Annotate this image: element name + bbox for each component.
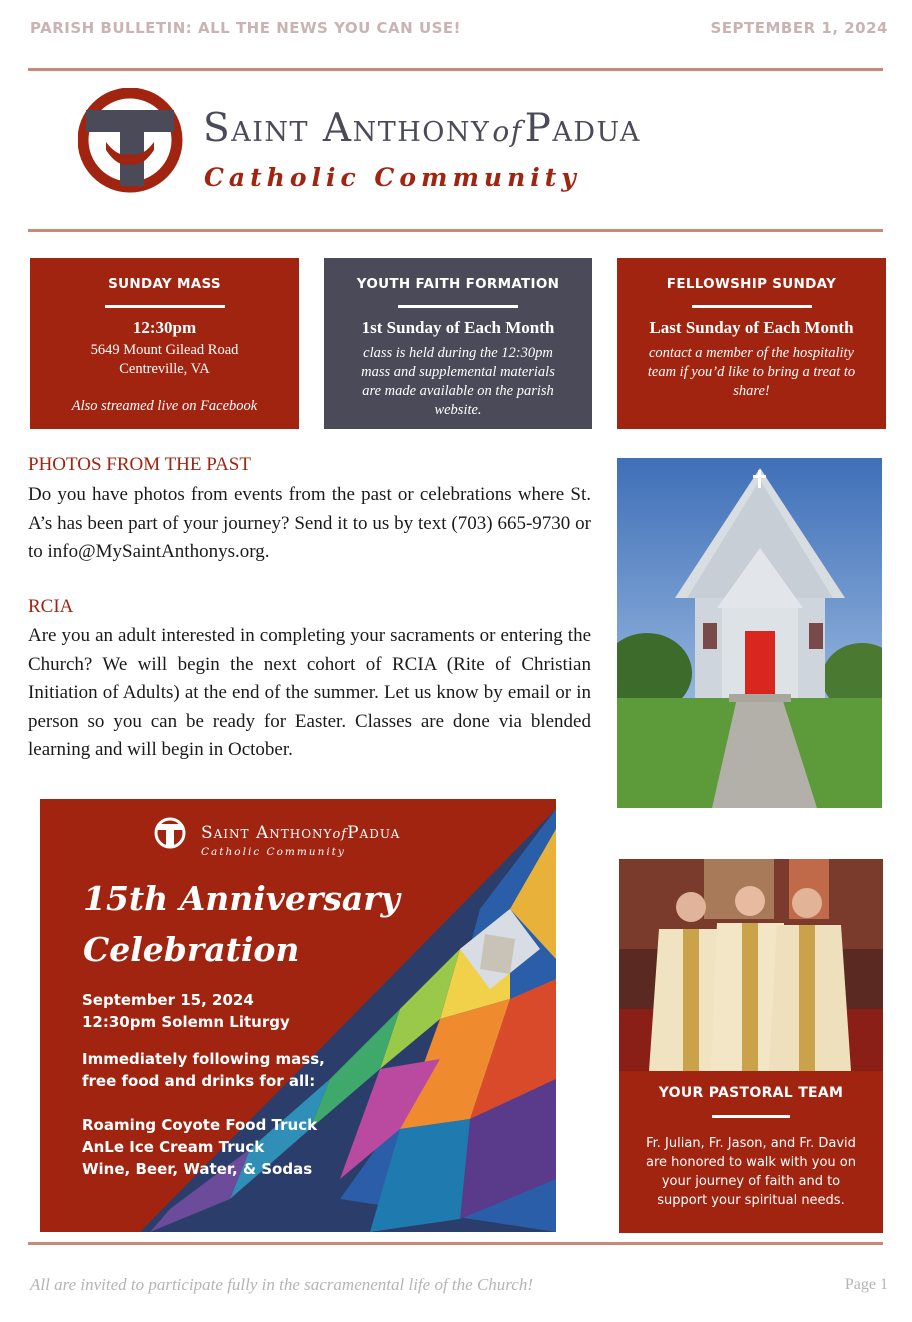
flyer-logo-icon: [154, 817, 186, 849]
parish-name-saint: Saint Anthony: [203, 106, 491, 151]
section-body-photos: Do you have photos from events from the past or celebrations where St. A’s has been part of your journey? Send it to us by text (703) 665-9730 or to info@MySaintAnthonys.org.: [28, 484, 591, 562]
fellowship-box: [617, 258, 886, 429]
anniversary-flyer: [40, 799, 556, 1232]
section-title-photos: PHOTOS FROM THE PAST: [28, 454, 251, 475]
pastoral-body: Fr. Julian, Fr. Jason, and Fr. David are honored to walk with you on your journey of faith and to support your spiritual needs.: [646, 1136, 856, 1208]
box-divider: [398, 305, 518, 308]
bulletin-date: SEPTEMBER 1, 2024: [710, 19, 888, 37]
flyer-details: [82, 989, 325, 1180]
footer-divider: [28, 1242, 883, 1245]
parish-name-padua: Padua: [524, 106, 641, 151]
flyer-title-line2: Celebration: [83, 930, 300, 969]
box-subheading: 1st Sunday of Each Month: [361, 318, 555, 337]
parish-name-of: of: [492, 115, 523, 148]
flyer-parish-name: [201, 823, 400, 843]
box-note: contact a member of the hospitality team if you’d like to bring a treat to share!: [647, 345, 856, 399]
parish-name: [203, 106, 641, 151]
box-heading: FELLOWSHIP SUNDAY: [666, 276, 837, 292]
top-divider: [28, 68, 883, 71]
box-subheading: Last Sunday of Each Month: [649, 318, 854, 337]
box-address-line: Centreville, VA: [119, 361, 210, 377]
box-heading: YOUTH FAITH FORMATION: [356, 276, 560, 292]
church-photo: [617, 458, 882, 808]
flyer-name-padua: Padua: [347, 823, 401, 843]
box-heading: SUNDAY MASS: [108, 276, 221, 292]
pastoral-divider: [712, 1115, 790, 1118]
flyer-time: 12:30pm Solemn Liturgy: [82, 1013, 290, 1031]
flyer-follow-line: Immediately following mass,: [82, 1050, 325, 1068]
flyer-name-of: of: [332, 827, 348, 842]
bulletin-tagline: PARISH BULLETIN: ALL THE NEWS YOU CAN USE!: [30, 19, 462, 37]
flyer-date: September 15, 2024: [82, 991, 254, 1009]
pastoral-team-photo: [619, 859, 883, 1071]
parish-logo-icon: [78, 88, 183, 193]
box-divider: [105, 305, 225, 308]
box-note: Also streamed live on Facebook: [71, 398, 258, 414]
parish-subtitle: Catholic Community: [204, 163, 581, 192]
flyer-parish-subtitle: Catholic Community: [201, 846, 346, 858]
youth-formation-box: [324, 258, 592, 429]
logo-divider: [28, 229, 883, 232]
flyer-follow-line: free food and drinks for all:: [82, 1072, 316, 1090]
pastoral-team-box: [619, 1071, 883, 1233]
footer-tagline: All are invited to participate fully in the sacramenental life of the Church!: [30, 1275, 533, 1294]
page-number: Page 1: [844, 1276, 888, 1293]
section-title-rcia: RCIA: [28, 596, 74, 617]
box-subheading: 12:30pm: [132, 318, 197, 337]
box-note: class is held during the 12:30pm mass and supplemental materials are made available on the parish website.: [361, 345, 555, 418]
pastoral-heading: YOUR PASTORAL TEAM: [658, 1085, 844, 1101]
section-body-rcia: Are you an adult interested in completing your sacraments or entering the Church? We will begin the next cohort of RCIA (Rite of Christian Initiation of Adults) at the end of the summer. Let us know by email or in person so you can be ready for Easter. Classes are done via blended learning and will begin in October.: [28, 625, 591, 760]
flyer-item: AnLe Ice Cream Truck: [82, 1138, 265, 1156]
box-address-line: 5649 Mount Gilead Road: [90, 342, 239, 358]
sunday-mass-box: [30, 258, 299, 429]
flyer-item: Roaming Coyote Food Truck: [82, 1116, 318, 1134]
flyer-name-saint: Saint Anthony: [201, 823, 333, 843]
flyer-item: Wine, Beer, Water, & Sodas: [82, 1160, 313, 1178]
flyer-title-line1: 15th Anniversary: [83, 879, 400, 918]
box-divider: [692, 305, 812, 308]
